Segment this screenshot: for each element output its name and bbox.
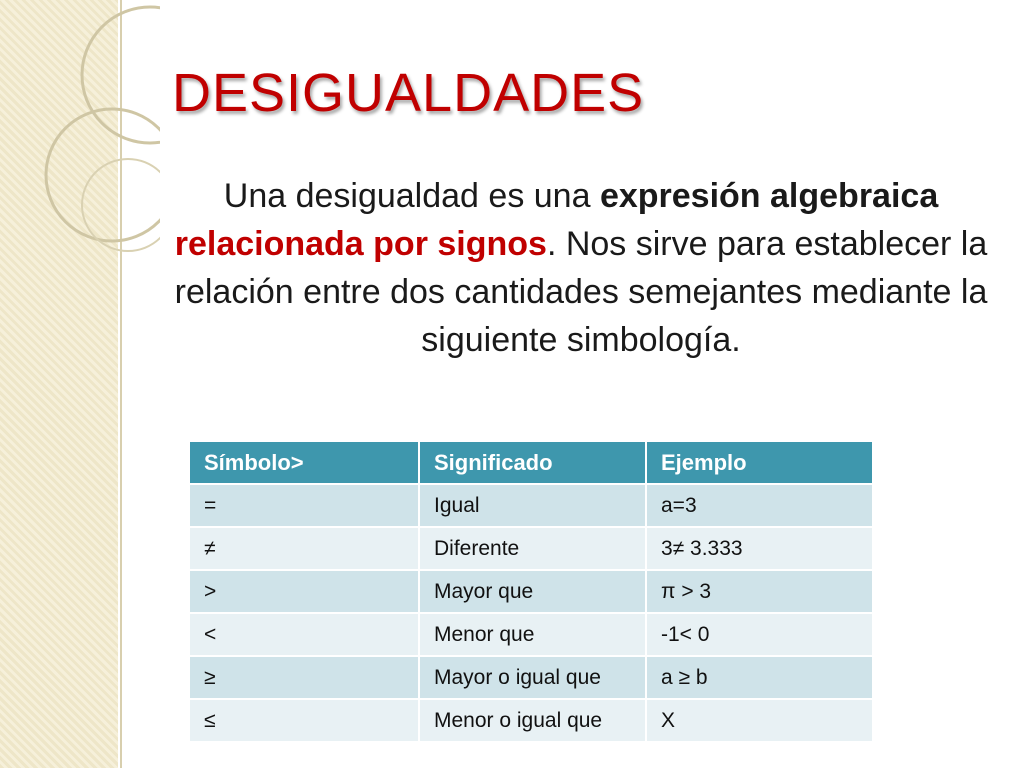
cell-example: X xyxy=(646,699,873,742)
cell-symbol: > xyxy=(189,570,419,613)
intro-bold-term: expresión algebraica xyxy=(599,177,939,215)
table-row xyxy=(189,613,873,656)
table-row xyxy=(189,699,873,742)
table-row xyxy=(189,656,873,699)
header-example: Ejemplo xyxy=(646,441,873,484)
cell-meaning: Diferente xyxy=(419,527,646,570)
table-row xyxy=(189,527,873,570)
cell-symbol: ≠ xyxy=(189,527,419,570)
cell-meaning: Menor o igual que xyxy=(419,699,646,742)
cell-meaning: Mayor o igual que xyxy=(419,656,646,699)
intro-paragraph xyxy=(150,172,1012,364)
slide-title: DESIGUALDADES xyxy=(172,63,645,123)
header-symbol: Símbolo> xyxy=(189,441,419,484)
table-header-row xyxy=(189,441,873,484)
symbols-table xyxy=(188,440,874,743)
cell-example: -1< 0 xyxy=(646,613,873,656)
header-meaning: Significado xyxy=(419,441,646,484)
intro-highlight: relacionada por signos xyxy=(174,225,547,263)
decorative-circles xyxy=(0,0,160,300)
cell-example: 3≠ 3.333 xyxy=(646,527,873,570)
cell-example: a=3 xyxy=(646,484,873,527)
cell-symbol: = xyxy=(189,484,419,527)
cell-symbol: ≤ xyxy=(189,699,419,742)
intro-text-2: . Nos sirve para establecer la relación entre dos cantidades semejantes mediante la siguiente simbología. xyxy=(174,225,988,359)
cell-example: a ≥ b xyxy=(646,656,873,699)
cell-example: π > 3 xyxy=(646,570,873,613)
cell-symbol: ≥ xyxy=(189,656,419,699)
cell-meaning: Menor que xyxy=(419,613,646,656)
cell-meaning: Mayor que xyxy=(419,570,646,613)
cell-symbol: < xyxy=(189,613,419,656)
table-row xyxy=(189,484,873,527)
cell-meaning: Igual xyxy=(419,484,646,527)
intro-text-1: Una desigualdad es una xyxy=(223,177,600,215)
table-row xyxy=(189,570,873,613)
